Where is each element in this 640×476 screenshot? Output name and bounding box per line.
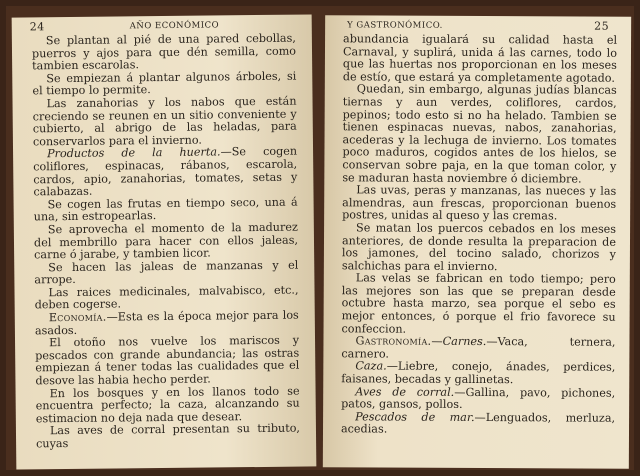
paragraph: Aves de corral.—Gallina, pavo, pichones, patos, gansos, pollos. [341, 384, 616, 412]
section-lead: Productos de la huerta. [47, 145, 221, 161]
left-running-title: AÑO ECONÓMICO [129, 20, 220, 32]
book-spread [6, 6, 634, 470]
paragraph: Las zanahorias y los nabos que están creciendo se reunen en un sitio conveniente y cubierto, al abrigo de las heladas, para conservarlos para el invierno. [32, 94, 297, 149]
section-lead: Pescados de mar. [355, 410, 475, 424]
paragraph: Se matan los puercos cebados en los meses anteriores, de donde resulta la preparacion de los jamones, del tocino salado, chorizos y salchichas para el invierno. [341, 221, 617, 273]
section-heading: Economía. [48, 310, 107, 325]
paragraph: Se plantan al pié de una pared cebollas, puerros y ajos para que dén semilla, como tambien escarolas. [31, 31, 297, 73]
right-page-text [323, 33, 631, 438]
paragraph: Se hacen las jaleas de manzanas y el arrope. [34, 258, 299, 287]
left-page-number: 24 [29, 20, 45, 34]
section-lead: Aves de corral. [355, 384, 455, 399]
paragraph: Pescados de mar.—Lenguados, merluza, acedias. [340, 410, 616, 436]
left-page [12, 14, 317, 469]
paragraph: Las raices medicinales, malvabisco, etc., deben cogerse. [34, 283, 299, 312]
paragraph: El otoño nos vuelve los mariscos y pescados con grande abundancia; las ostras empiezan á tener todas las cualidades que el desove las habia hecho perder. [35, 333, 300, 388]
paragraph: Economía.—Esta es la época mejor para los asados. [34, 308, 299, 338]
right-page [323, 15, 631, 469]
section-lead: —Carnes. [431, 335, 487, 349]
paragraph: abundancia igualará su calidad hasta el Carnaval, y suplirá, unida á las carnes, todo lo que las huertas nos proporcionan en los meses de estío, que estará ya completamente agotado. [342, 32, 618, 85]
paragraph: Las aves de corral presentan su tributo, cuyas [36, 421, 301, 451]
right-running-head [325, 15, 631, 35]
section-lead: Caza. [355, 359, 387, 373]
left-page-text [12, 32, 316, 451]
paragraph: En los bosques y en los llanos todo se encuentra perfecto; la caza, alcanzando su estimacion no deja nada que desear. [35, 384, 300, 426]
paragraph: Productos de la huerta.—Se cogen coliflores, espinacas, rábanos, escarola, cardos, apio, zanahorias, tomates, setas y calabazas. [33, 144, 298, 199]
right-page-number: 25 [594, 19, 610, 33]
paragraph: Caza.—Liebre, conejo, ánades, perdices, faisanes, becadas y gallinetas. [341, 359, 616, 387]
section-heading: Gastronomía. [355, 334, 432, 349]
left-running-head [12, 14, 312, 35]
right-running-title: Y GASTRONÓMICO. [347, 20, 443, 31]
paragraph: Se cogen las frutas en tiempo seco, una á una, sin estropearlas. [33, 195, 298, 224]
paragraph: Las velas se fabrican en todo tiempo; pero las mejores son las que se preparan desde octubre hasta marzo, sea porque el sebo es mejor entonces, ó porque el frio favorece su confeccion. [341, 271, 616, 336]
paragraph: Se aprovecha el momento de la madurez del membrillo para hacer con ellos jaleas, carne ó jarabe, y tambien licor. [33, 220, 299, 262]
paragraph: Las uvas, peras y manzanas, las nueces y las almendras, aun frescas, proporcionan buenos postres, unidas al queso y las cremas. [342, 183, 617, 223]
paragraph: Quedan, sin embargo, algunas judías blancas tiernas y aun verdes, coliflores, cardos, pepinos; todo esto si no ha helado. Tambien se tienen espinacas nuevas, nabos, zanahorias, acederas y la lechuga de invierno. Los tomates poco maduros, cogidos antes de los hielos, se conservan sobre paja, en la que toman color, y se maduran hasta noviembre ó diciembre. [342, 82, 617, 186]
paragraph: Se empiezan á plantar algunos árboles, si el tiempo lo permite. [32, 69, 297, 98]
paragraph: Gastronomía.—Carnes.—Vaca, ternera, carnero. [341, 334, 616, 361]
